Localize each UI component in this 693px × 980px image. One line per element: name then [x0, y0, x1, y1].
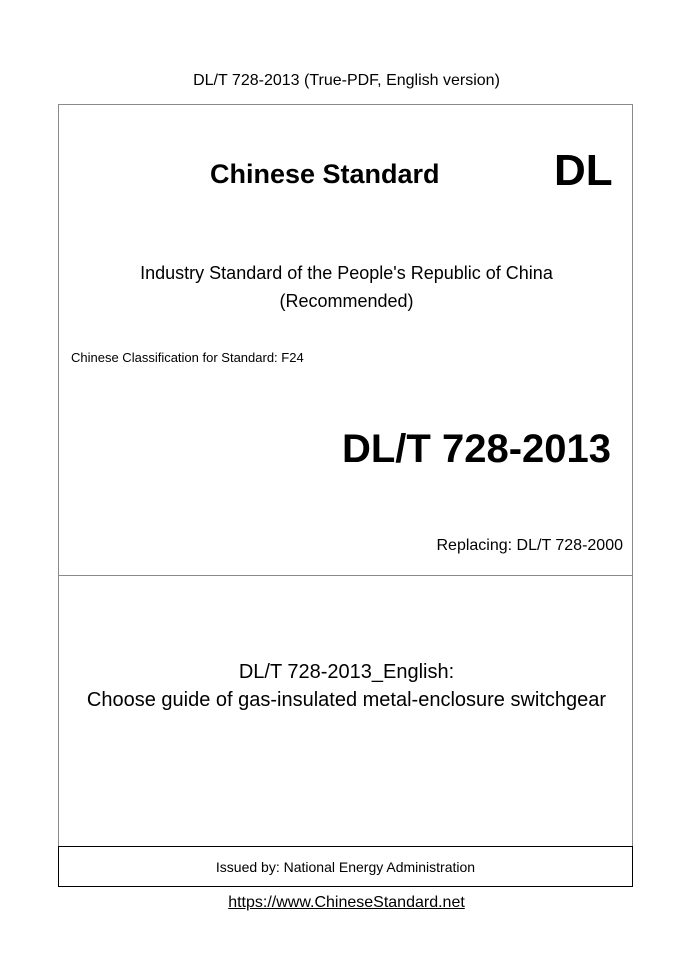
- industry-line: Industry Standard of the People's Republic of China: [140, 263, 553, 283]
- cover-frame: [58, 104, 633, 887]
- cover-title: Chinese Standard: [210, 159, 440, 189]
- english-title-subject: Choose guide of gas-insulated metal-enclosure switchgear: [86, 689, 607, 711]
- section-divider: [59, 575, 632, 576]
- standard-number: DL/T 728-2013: [341, 427, 611, 471]
- english-title-line: DL/T 728-2013_English:: [238, 661, 455, 683]
- recommended-line: (Recommended): [279, 291, 414, 311]
- english-title: [0, 658, 693, 714]
- issued-by-box: [58, 846, 633, 887]
- issued-by-text: Issued by: National Energy Administration: [215, 858, 476, 875]
- replacing-text: Replacing: DL/T 728-2000: [436, 537, 623, 554]
- footer: [0, 893, 693, 913]
- document-header: DL/T 728-2013 (True-PDF, English version): [193, 72, 500, 89]
- industry-standard-heading: [0, 259, 693, 315]
- standard-code: DL: [554, 146, 613, 195]
- website-link[interactable]: https://www.ChineseStandard.net: [228, 894, 465, 911]
- classification-text: Chinese Classification for Standard: F24: [71, 350, 304, 365]
